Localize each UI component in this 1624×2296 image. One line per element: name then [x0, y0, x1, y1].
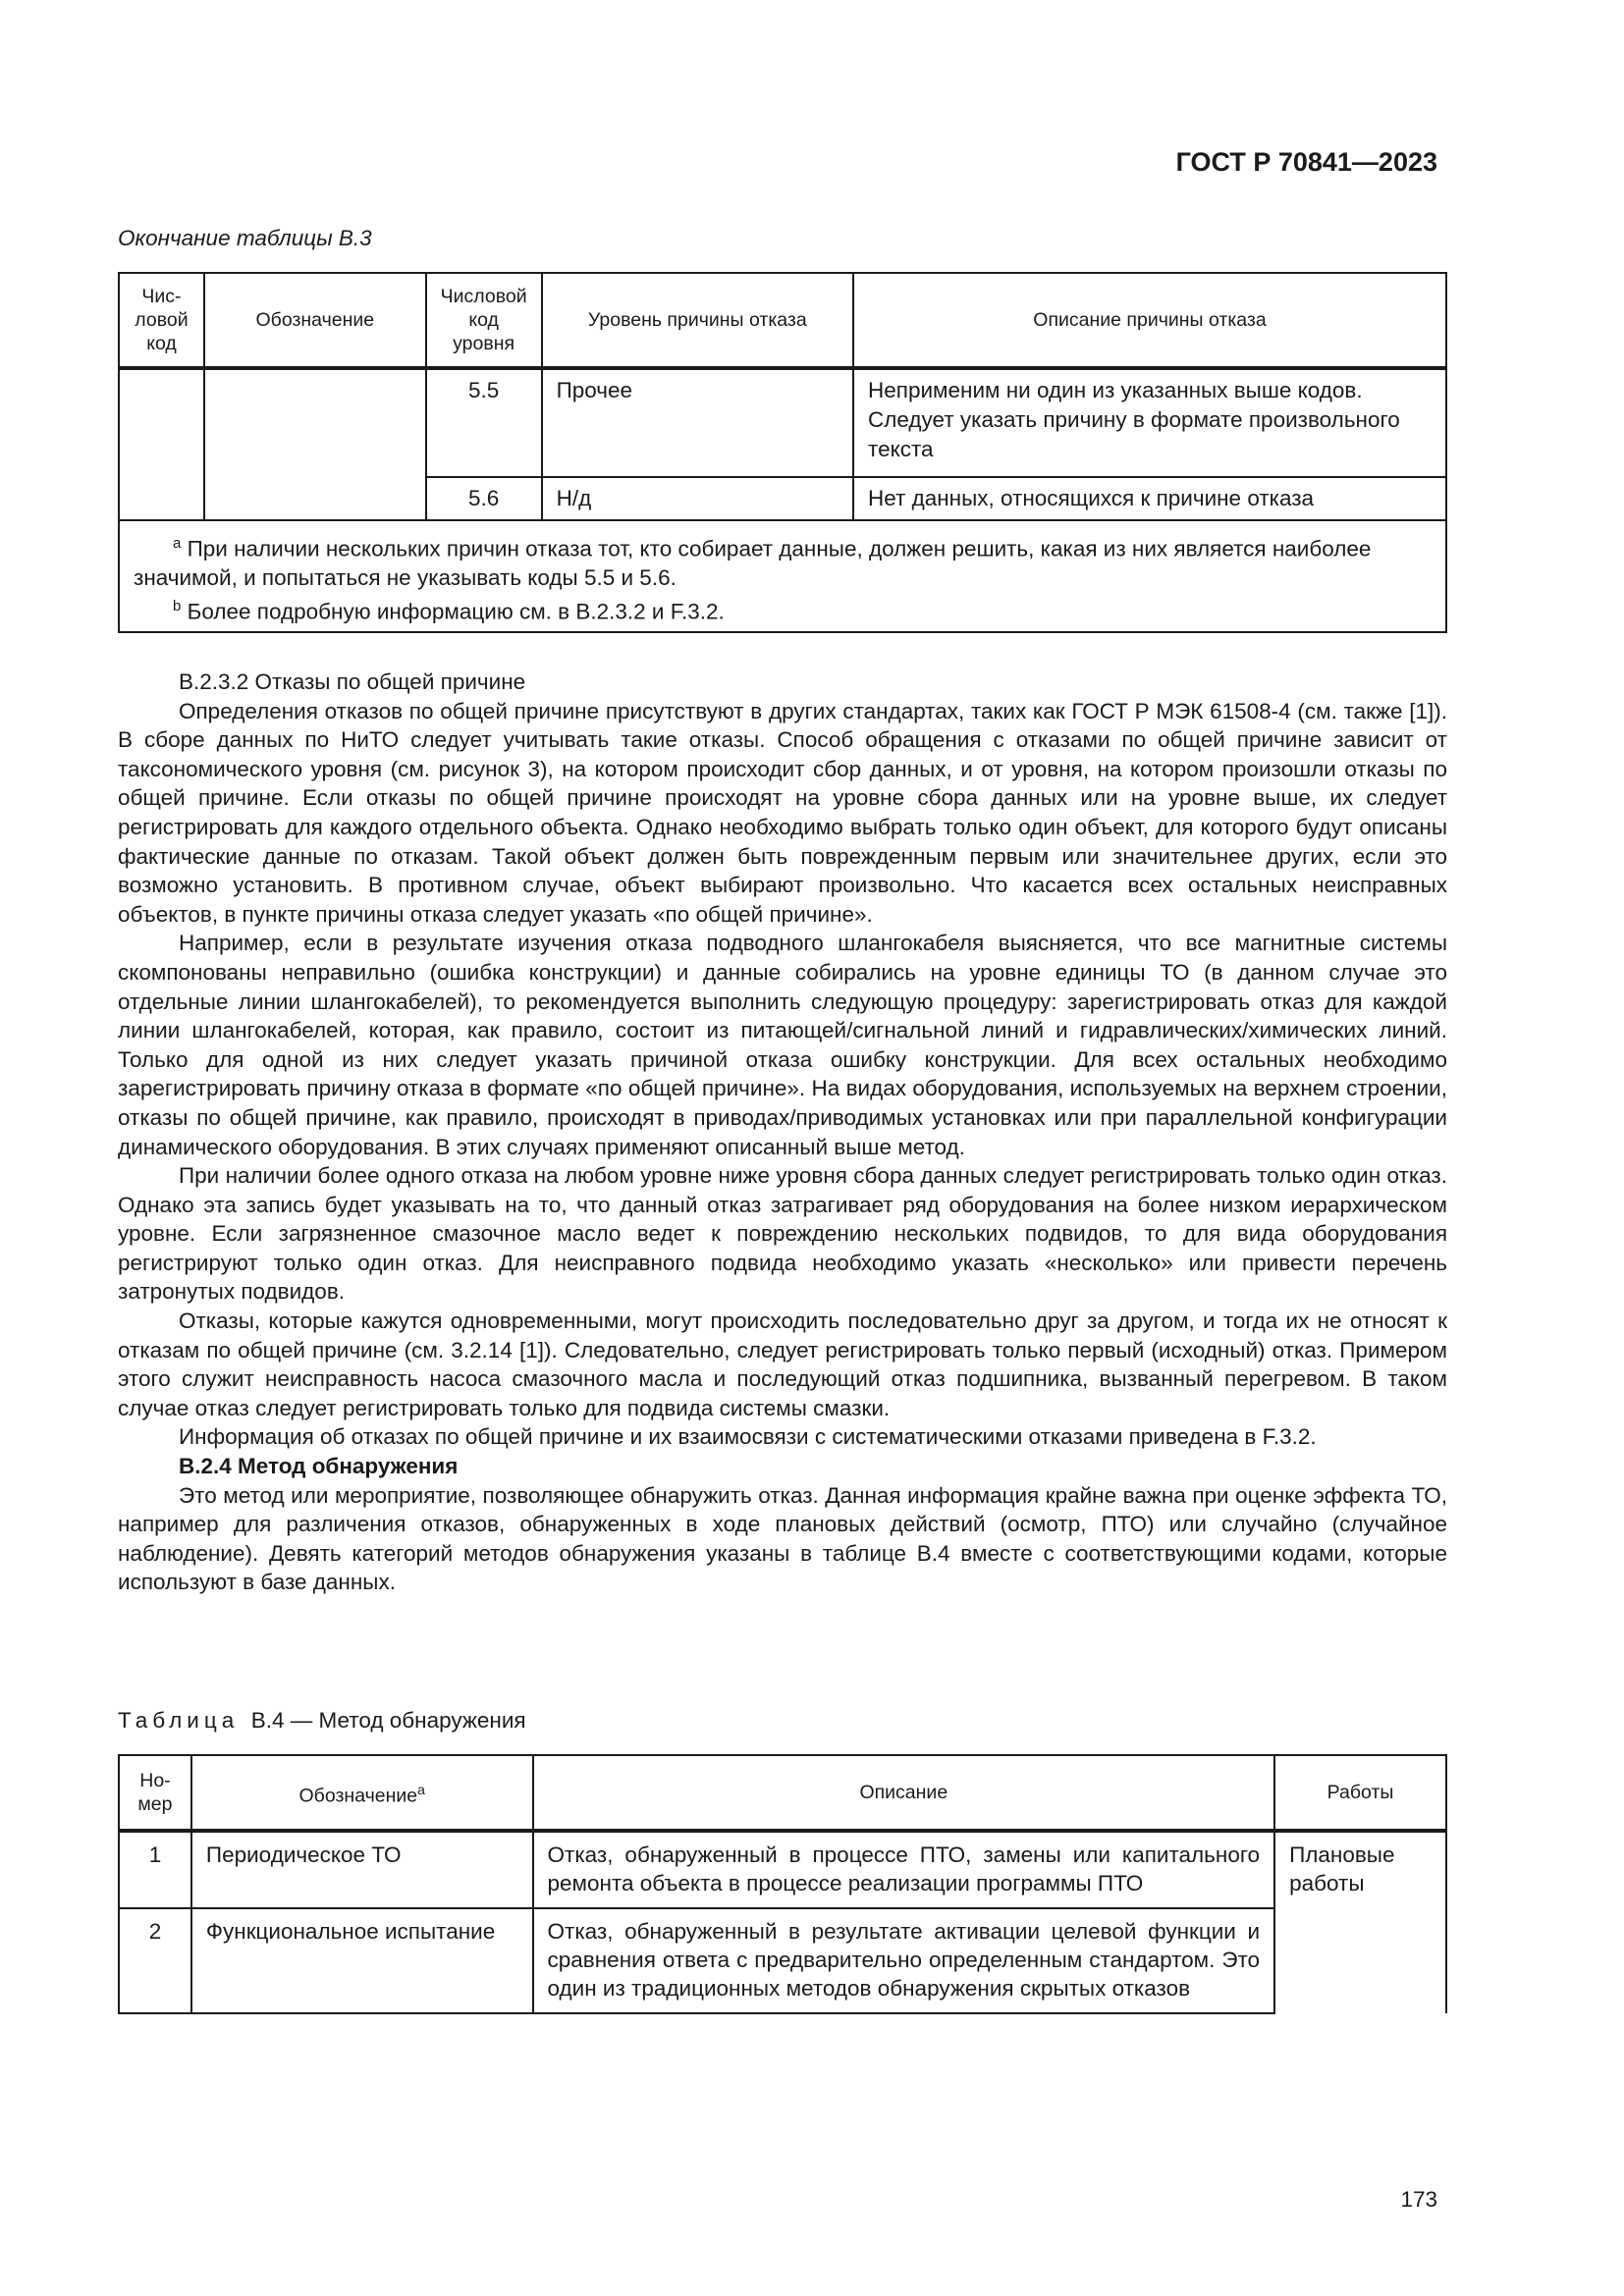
table-row [119, 1831, 1446, 1908]
cell-works: Плановые работы [1274, 1831, 1446, 2013]
paragraph: Это метод или мероприятие, позволяющее обнаружить отказ. Данная информация крайне важна при оценке эффекта ТО, например для различения отказов, обнаруженных в ходе плановых действий (осмотр, ПТО) или случайно (случайное наблюдение). Девять категорий методов обнаружения указаны в таблице В.4 вместе с соответствующими кодами, которые используют в базе данных. [118, 1482, 1447, 1595]
col-works: Работы [1274, 1755, 1446, 1831]
table-b4 [118, 1754, 1447, 2014]
col-designation: Обозначение [204, 273, 426, 368]
cell-description: Неприменим ни один из указанных выше кодов. Следует указать причину в формате произвольного текста [853, 368, 1446, 477]
cell-level-code: 5.5 [426, 368, 542, 477]
cell-description: Нет данных, относящихся к причине отказа [853, 477, 1446, 520]
cell-designation: Периодическое ТО [191, 1831, 533, 1908]
table-header-row [119, 1755, 1446, 1831]
cell-designation: Функциональное испытание [191, 1908, 533, 2013]
col-description: Описание [533, 1755, 1275, 1831]
cell-number: 1 [119, 1831, 191, 1908]
cell-empty [119, 368, 204, 520]
col-designation: Обозначение$^a$ [191, 1755, 533, 1831]
table-footnotes [119, 520, 1446, 632]
table-continuation-caption: Окончание таблицы В.3 [118, 226, 372, 250]
cell-level: Прочее [542, 368, 853, 477]
paragraph: Например, если в результате изучения отказа подводного шлангокабеля выясняется, что все магнитные системы скомпонованы неправильно (ошибка конструкции) и данные собирались на уровне единицы ТО (в данном случае это отдельные линии шлангокабелей), то рекомендуется выполнить следующую процедуру: зарегистрировать отказ для каждой линии шлангокабелей, которая, как правило, состоит из питающей/сигнальной линий и гидравлических/химических линий. Только для одной из них следует указать причиной отказа ошибку конструкции. Для всех остальных необходимо зарегистрировать причину отказа в формате «по общей причине». На видах оборудования, используемых на верхнем строении, отказы по общей причине, как правило, происходят в приводах/приводимых установках или при параллельной конфигурации динамического оборудования. В этих случаях применяют описанный выше метод. [118, 931, 1447, 1159]
col-numeric-code: Чис- ловой код [119, 273, 204, 368]
cell-description: Отказ, обнаруженный в результате активации целевой функции и сравнения ответа с предварительно определенным стандартом. Это один из традиционных методов обнаружения скрытых отказов [533, 1908, 1275, 2013]
table-b3 [118, 272, 1447, 633]
page-number: 173 [1400, 2187, 1437, 2212]
col-failure-description: Описание причины отказа [853, 273, 1446, 368]
paragraph: Определения отказов по общей причине присутствуют в других стандартах, таких как ГОСТ Р МЭК 61508-4 (см. также [1]). В сборе данных по НиТО следует учитывать такие отказы. Способ обращения с отказами по общей причине зависит от таксономического уровня (см. рисунок 3), на котором происходит сбор данных, и от уровня, на котором произошли отказы по общей причине. Если отказы по общей причине происходят на уровне сбора данных или на уровне выше, их следует регистрировать для каждого отдельного объекта. Однако необходимо выбрать только один объект, для которого будут описаны фактические данные по отказам. Такой объект должен быть поврежденным первым или значительнее других, если это возможно установить. В противном случае, объект выбирают произвольно. Что касается всех остальных неисправных объектов, в пункте причины отказа следует указать «по общей причине». [118, 698, 1447, 927]
section-b24-heading: В.2.4 Метод обнаружения [179, 1454, 459, 1479]
cell-number: 2 [119, 1908, 191, 2013]
footnote-b: $^b$ Более подробную информацию см. в В.2.3.2 и F.3.2. [173, 597, 725, 623]
cell-level: Н/д [542, 477, 853, 520]
col-number: Но- мер [119, 1755, 191, 1831]
cell-description: Отказ, обнаруженный в процессе ПТО, замены или капитального ремонта объекта в процессе реализации программы ПТО [533, 1831, 1275, 1908]
footnote-a: $^a$ При наличии нескольких причин отказа тот, кто собирает данные, должен решить, какая из них является наиболее значимой, и попытаться не указывать коды 5.5 и 5.6. [134, 535, 1372, 590]
standard-number: ГОСТ Р 70841—2023 [1175, 147, 1437, 177]
paragraph: Информация об отказах по общей причине и их взаимосвязи с систематическими отказами приведена в F.3.2. [179, 1424, 1317, 1450]
col-level-code: Числовой код уровня [426, 273, 542, 368]
table-b4-caption: Таблица В.4 — Метод обнаружения [118, 1708, 526, 1733]
table-header-row [119, 273, 1446, 368]
table-row [119, 368, 1446, 477]
paragraph: Отказы, которые кажутся одновременными, могут происходить последовательно друг за другом, и тогда их не относят к отказам по общей причине (см. 3.2.14 [1]). Следовательно, следует регистрировать только первый (исходный) отказ. Примером этого служит неисправность насоса смазочного масла и последующий отказ подшипника, вызванный перегревом. В таком случае отказ следует регистрировать только для подвида системы смазки. [118, 1308, 1447, 1420]
cell-level-code: 5.6 [426, 477, 542, 520]
section-heading: В.2.3.2 Отказы по общей причине [179, 669, 526, 694]
paragraph: При наличии более одного отказа на любом уровне ниже уровня сбора данных следует регистрировать только один отказ. Однако эта запись будет указывать на то, что данный отказ затрагивает ряд оборудования на более низком иерархическом уровне. Если загрязненное смазочное масло ведет к повреждению нескольких подвидов, то для вида оборудования регистрируют только один отказ. Для неисправного подвида необходимо указать «несколько» или привести перечень затронутых подвидов. [118, 1163, 1447, 1305]
table-row [119, 1908, 1446, 2013]
cell-empty [204, 368, 426, 520]
col-failure-level: Уровень причины отказа [542, 273, 853, 368]
section-b232 [118, 667, 1447, 1597]
